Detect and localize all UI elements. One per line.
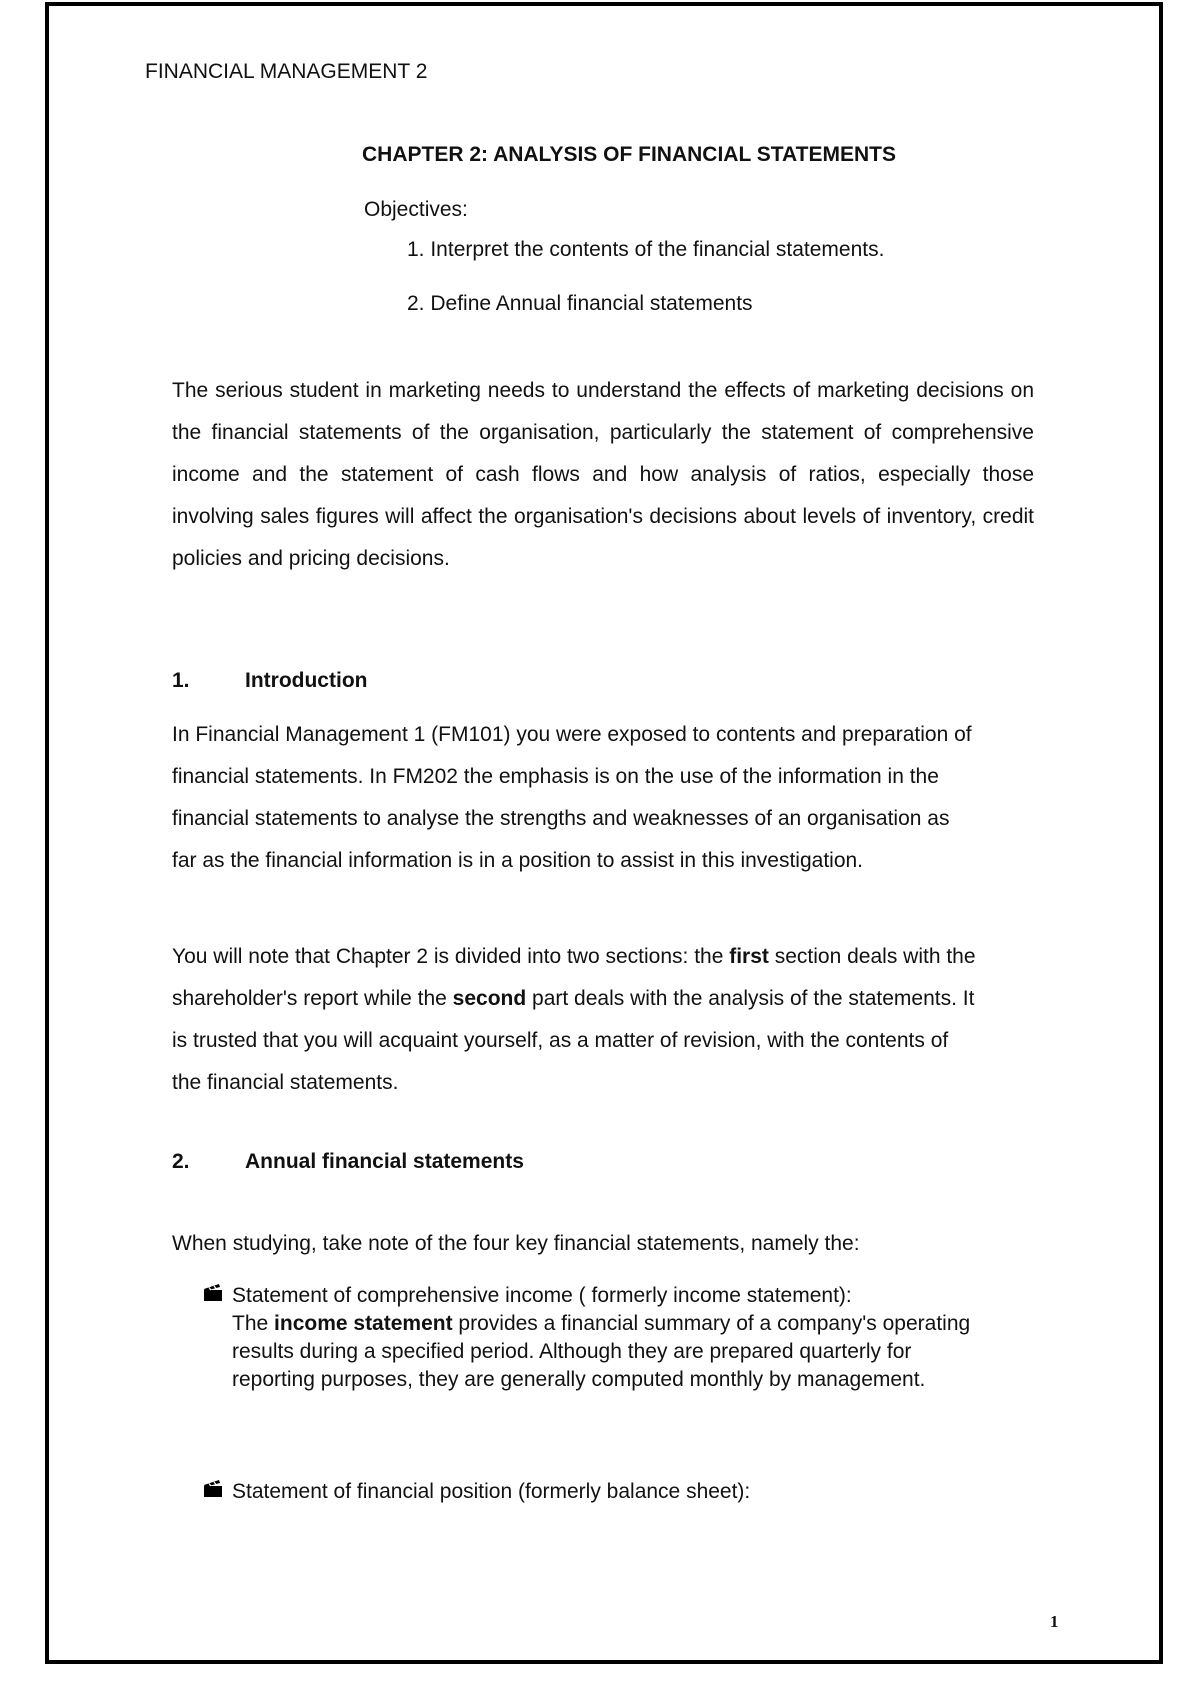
- objectives-label: Objectives:: [364, 198, 468, 221]
- bullet-item: [203, 1478, 983, 1506]
- bullet-body: [232, 1310, 983, 1394]
- chapter-title: CHAPTER 2: ANALYSIS OF FINANCIAL STATEMENTS: [362, 143, 896, 166]
- objective-item: 1. Interpret the contents of the financial statements.: [407, 238, 885, 261]
- text-run: part deals with the analysis of the statements. It is trusted that you will acquaint yourself, as a matter of revision, with the contents of the financial statements.: [172, 987, 975, 1094]
- clapperboard-icon: [203, 1478, 223, 1498]
- objective-item: 2. Define Annual financial statements: [407, 292, 753, 315]
- bullet-text: [232, 1282, 983, 1394]
- bold-run: second: [452, 987, 527, 1010]
- section2-lead: When studying, take note of the four key financial statements, namely the:: [172, 1232, 860, 1255]
- bold-run: first: [729, 945, 769, 968]
- text-run: You will note that Chapter 2 is divided into two sections: the: [172, 945, 730, 968]
- section-heading: [172, 669, 367, 693]
- text-run: provides a financial summary of a company's operating results during a specified period. Although they are prepared quarterly for reporting purposes, they are generally computed monthly by management.: [232, 1312, 971, 1391]
- section1-paragraph1: In Financial Management 1 (FM101) you were exposed to contents and preparation of financial statements. In FM202 the emphasis is on the use of the information in the financial statements to analyse the strengths and weaknesses of an organisation as far as the financial information is in a position to assist in this investigation.: [172, 723, 972, 872]
- page-number: 1: [1050, 1612, 1059, 1631]
- course-header: FINANCIAL MANAGEMENT 2: [145, 60, 428, 83]
- section-title: Annual financial statements: [245, 1150, 524, 1173]
- section-heading: [172, 1150, 524, 1174]
- section1-paragraph2: [172, 936, 982, 1104]
- bullet-text: Statement of financial position (formerly balance sheet):: [232, 1480, 751, 1503]
- section-number: 2.: [172, 1150, 190, 1173]
- section-title: Introduction: [245, 669, 368, 692]
- text-run: section deals with the shareholder's report while the: [172, 945, 976, 1010]
- intro-paragraph: The serious student in marketing needs to understand the effects of marketing decisions on the financial statements of the organisation, particularly the statement of comprehensive income and the statement of cash flows and how analysis of ratios, especially those involving sales figures will affect the organisation's decisions about levels of inventory, credit policies and pricing decisions.: [172, 379, 1034, 570]
- text-run: The: [232, 1312, 275, 1335]
- bold-run: income statement: [274, 1312, 453, 1335]
- clapperboard-icon: [203, 1282, 223, 1302]
- bullet-title: Statement of comprehensive income ( formerly income statement):: [232, 1284, 852, 1307]
- section-number: 1.: [172, 669, 190, 692]
- bullet-item: [203, 1282, 983, 1394]
